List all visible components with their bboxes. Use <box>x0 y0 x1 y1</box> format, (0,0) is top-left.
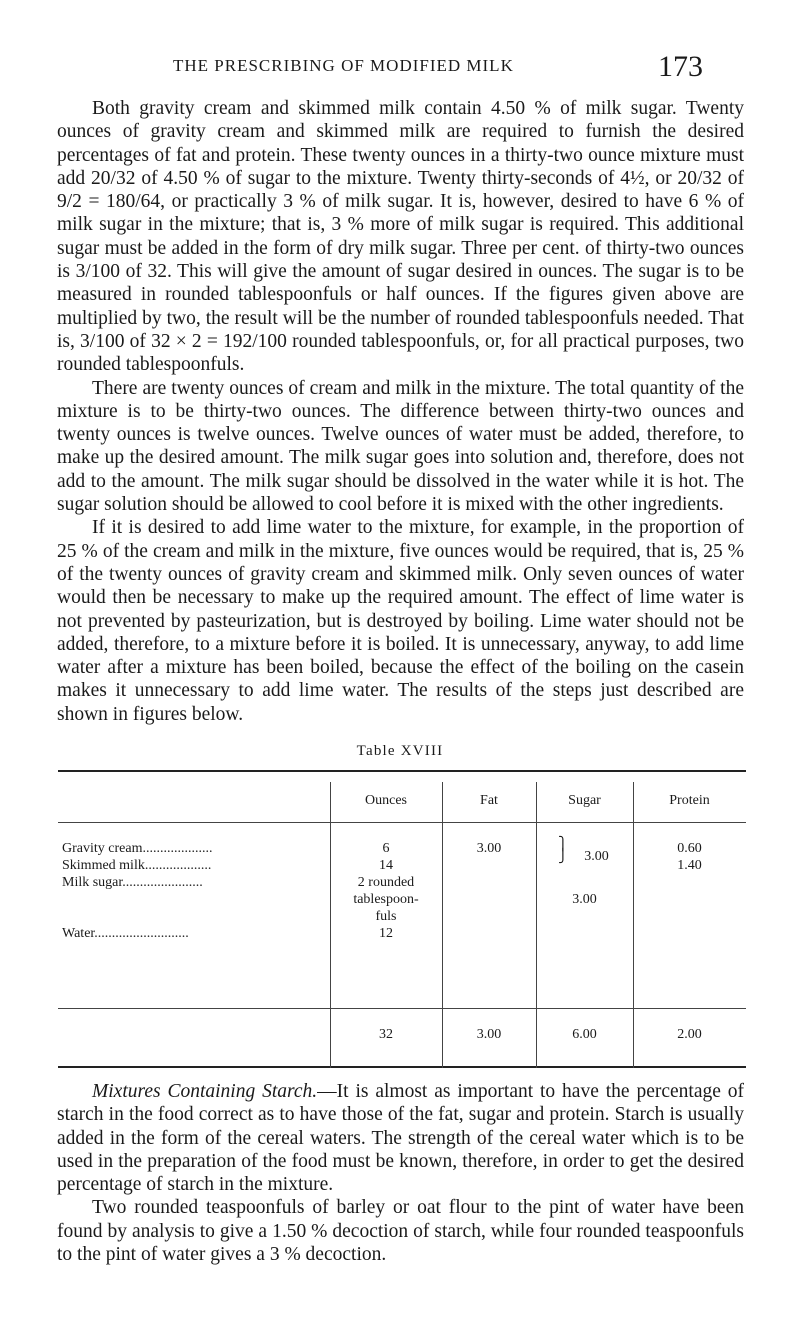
cell-ounces: 6 <box>382 841 390 856</box>
cell-ounces: 14 <box>379 858 393 873</box>
cell-ounces: fuls <box>375 909 397 924</box>
header-rule <box>58 822 746 823</box>
cell-protein: 1.40 <box>677 858 702 873</box>
body-text <box>57 97 744 726</box>
section-starch <box>57 1080 744 1266</box>
row-label: Skimmed milk................... <box>62 858 212 873</box>
cell-sugar: 3.00 <box>572 892 597 907</box>
table-bottom-rule <box>58 1066 746 1068</box>
paragraph-text: —It is almost as important to have the percentage of starch in the food correct as to have those of the fat, sugar and protein. Starch is usually added in the form of the cereal waters. The strength of the cereal water which is to be used in the preparation of the food must be known, therefore, in order to get the desired percentage of starch in the mixture. <box>57 1081 744 1196</box>
section-heading: Mixtures Containing Starch. <box>92 1081 318 1102</box>
row-label: Milk sugar....................... <box>62 875 203 890</box>
cell-ounces: tablespoon- <box>353 892 419 907</box>
page-number: 173 <box>658 50 703 83</box>
column-header-sugar: Sugar <box>568 793 601 808</box>
row-label: Gravity cream.................... <box>62 841 213 856</box>
cell-sugar: 3.00 <box>584 849 609 864</box>
column-header-protein: Protein <box>669 793 710 808</box>
brace-icon: ⎫ ⎭ <box>558 836 568 863</box>
paragraph: There are twenty ounces of cream and milk in the mixture. The total quantity of the mixture is to be thirty-two ounces. The difference between thirty-two ounces and twenty ounces is twelve ounces. Twelve ounces of water must be added, therefore, to make up the desired amount. The milk sugar goes into solution and, therefore, does not add to the amount. The milk sugar should be dissolved in the water while it is hot. The sugar solution should be allowed to cool before it is mixed with the other ingredients. <box>57 377 744 516</box>
paragraph: Two rounded teaspoonfuls of barley or oat flour to the pint of water have been found by analysis to give a 1.50 % decoction of starch, while four rounded teaspoonfuls to the pint of water gives a 3 % decoction. <box>57 1197 744 1266</box>
total-sugar: 6.00 <box>572 1027 597 1042</box>
paragraph: If it is desired to add lime water to the mixture, for example, in the proportion of 25 % of the cream and milk in the mixture, five ounces would be required, that is, 25 % of the twenty ounces of gravity cream and skimmed milk. Only seven ounces of water would then be necessary to make up the required amount. The effect of lime water is not prevented by pasteurization, but is destroyed by boiling. Lime water should not be added, therefore, to a mixture before it is boiled. It is unnecessary, anyway, to add lime water after a mixture has been boiled, because the effect of the boiling on the casein makes it unnecessary to add lime water. The results of the steps just described are shown in figures below. <box>57 517 744 725</box>
cell-protein: 0.60 <box>677 841 702 856</box>
totals-rule <box>58 1008 746 1009</box>
table-top-rule <box>58 770 746 772</box>
running-title: THE PRESCRIBING OF MODIFIED MILK <box>173 56 514 75</box>
data-table <box>58 770 746 1068</box>
total-protein: 2.00 <box>677 1027 702 1042</box>
cell-fat: 3.00 <box>476 841 502 856</box>
paragraph <box>57 1080 744 1196</box>
paragraph: Both gravity cream and skimmed milk contain 4.50 % of milk sugar. Twenty ounces of gravity cream and skimmed milk are required to furnish the desired percentages of fat and protein. These twenty ounces in a thirty-two ounce mixture must add 20/32 of 4.50 % of sugar to the mixture. Twenty thirty-seconds of 4½, or 20/32 of 9/2 = 180/64, or practically 3 % of milk sugar. It is, however, desired to have 6 % of milk sugar in the mixture; that is, 3 % more of milk sugar is required. This additional sugar must be added in the form of dry milk sugar. Three per cent. of thirty-two ounces is 3/100 of 32. This will give the amount of sugar desired in ounces. The sugar is to be measured in rounded tablespoonfuls or half ounces. If the figures given above are multiplied by two, the result will be the number of rounded tablespoonfuls needed. That is, 3/100 of 32 × 2 = 192/100 rounded tablespoonfuls, or, for all practical purposes, two rounded tablespoonfuls. <box>57 98 744 376</box>
table-caption: Table XVIII <box>356 743 444 759</box>
row-label: Water........................... <box>62 926 189 941</box>
cell-ounces: 2 rounded <box>357 875 415 890</box>
total-fat: 3.00 <box>476 1027 502 1042</box>
cell-ounces: 12 <box>379 926 393 941</box>
total-ounces: 32 <box>379 1027 393 1042</box>
column-header-ounces: Ounces <box>365 793 407 808</box>
column-header-fat: Fat <box>480 793 498 808</box>
